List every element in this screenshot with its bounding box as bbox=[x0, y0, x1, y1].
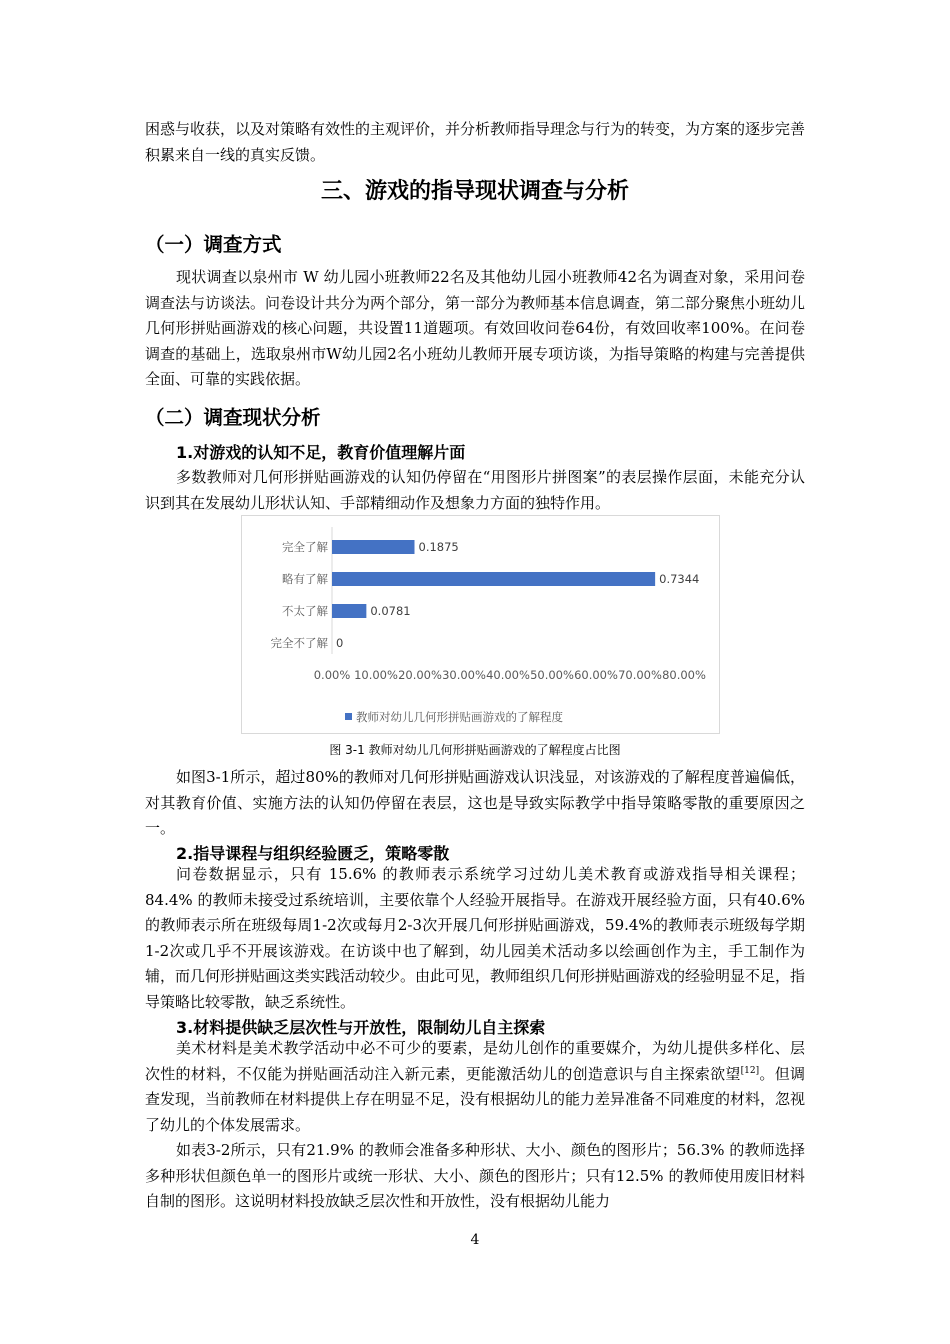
data-label: 0.0781 bbox=[370, 604, 411, 618]
subsection-heading-survey-method: （一）调查方式 bbox=[145, 233, 282, 256]
point3-paragraph-1-a: 美术材料是美术教学活动中必不可少的要素，是幼儿创作的重要媒介，为幼儿提供多样化、层次性的材料，不仅能为拼贴画活动注入新元素，更能激活幼儿的创造意识与自主探索欲望 bbox=[145, 1039, 805, 1083]
legend-swatch bbox=[345, 713, 352, 720]
data-label: 0 bbox=[336, 636, 344, 650]
section-title: 三、游戏的指导现状调查与分析 bbox=[320, 179, 629, 204]
data-label: 0.7344 bbox=[659, 572, 700, 586]
page-number: 4 bbox=[470, 1232, 480, 1248]
point1-heading: 1.对游戏的认知不足，教育价值理解片面 bbox=[176, 443, 466, 462]
bar bbox=[332, 572, 655, 586]
point3-paragraph-1-b: 。但调查发现，当前教师在材料提供上存在明显不足，没有根据幼儿的能力差异准备不同难度的材料，忽视了幼儿的个体发展需求。 bbox=[145, 1064, 806, 1134]
point2-paragraph: 问卷数据显示，只有 15.6% 的教师表示系统学习过幼儿美术教育或游戏指导相关课程；84.4% 的教师未接受过系统培训，主要依靠个人经验开展指导。在游戏开展经验方面，只有40.6%的教师表示所在班级每周1-2次或每月2-3次开展几何形拼贴画游戏，59.4%的教师表示班级每学期1-2次或几乎不开展该游戏。在访谈中也了解到，幼儿园美术活动多以绘画创作为主，手工制作为辅，而几何形拼贴画这类实践活动较少。由此可见，教师组织几何形拼贴画游戏的经验明显不足，指导策略比较零散，缺乏系统性。 bbox=[145, 865, 806, 1011]
subsection-heading-status-analysis: （二）调查现状分析 bbox=[145, 406, 321, 429]
category-label: 完全了解 bbox=[282, 540, 328, 554]
bar bbox=[332, 540, 415, 554]
legend-label: 教师对幼儿几何形拼贴画游戏的了解程度 bbox=[356, 710, 563, 724]
figure-caption-label: 图 3-1 bbox=[329, 743, 365, 757]
after-figure-paragraph: 如图3-1所示，超过80%的教师对几何形拼贴画游戏认识浅显，对该游戏的了解程度普遍偏低，对其教育价值、实施方法的认知仍停留在表层，这也是导致实际教学中指导策略零散的重要原因之一。 bbox=[145, 768, 805, 837]
citation-marker: [12] bbox=[740, 1065, 760, 1076]
bar-chart-svg bbox=[242, 516, 719, 733]
category-label: 完全不了解 bbox=[270, 636, 328, 650]
category-label: 不太了解 bbox=[282, 604, 328, 618]
x-tick-label: 20.00% bbox=[398, 668, 442, 682]
point3-heading: 3.材料提供缺乏层次性与开放性，限制幼儿自主探索 bbox=[176, 1018, 546, 1037]
x-tick-label: 60.00% bbox=[574, 668, 618, 682]
point3-paragraph-2: 如表3-2所示，只有21.9% 的教师会准备多种形状、大小、颜色的图形片；56.3% 的教师选择多种形状但颜色单一的图形片或统一形状、大小、颜色的图形片；只有12.5% 的教师使用废旧材料自制的图形。这说明材料投放缺乏层次性和开放性，没有根据幼儿能力 bbox=[145, 1141, 805, 1210]
x-tick-label: 40.00% bbox=[486, 668, 530, 682]
x-tick-label: 50.00% bbox=[530, 668, 574, 682]
point1-paragraph: 多数教师对几何形拼贴画游戏的认知仍停留在“用图形片拼图案”的表层操作层面，未能充分认识到其在发展幼儿形状认知、手部精细动作及想象力方面的独特作用。 bbox=[145, 468, 805, 512]
intro-continuation: 困惑与收获，以及对策略有效性的主观评价，并分析教师指导理念与行为的转变，为方案的逐步完善积累来自一线的真实反馈。 bbox=[145, 120, 806, 164]
point3-paragraph-1 bbox=[145, 1036, 805, 1138]
x-tick-label: 70.00% bbox=[618, 668, 662, 682]
point2-heading: 2.指导课程与组织经验匮乏，策略零散 bbox=[176, 844, 450, 863]
bar bbox=[332, 604, 366, 618]
data-label: 0.1875 bbox=[418, 540, 459, 554]
survey-method-paragraph: 现状调查以泉州市 W 幼儿园小班教师22名及其他幼儿园小班教师42名为调查对象，采用问卷调查法与访谈法。问卷设计共分为两个部分，第一部分为教师基本信息调查，第二部分聚焦小班幼儿几何形拼贴画游戏的核心问题，共设置11道题项。有效回收问卷64份，有效回收率100%。在问卷调查的基础上，选取泉州市W幼儿园2名小班幼儿教师开展专项访谈，为指导策略的构建与完善提供全面、可靠的实践依据。 bbox=[145, 268, 806, 388]
x-tick-label: 0.00% bbox=[313, 668, 351, 682]
bar-chart bbox=[241, 515, 720, 734]
figure-caption bbox=[0, 741, 950, 758]
figure-caption-text: 教师对幼儿几何形拼贴画游戏的了解程度占比图 bbox=[368, 743, 621, 757]
x-tick-label: 10.00% bbox=[354, 668, 398, 682]
category-label: 略有了解 bbox=[282, 572, 328, 586]
x-tick-label: 80.00% bbox=[662, 668, 706, 682]
x-tick-label: 30.00% bbox=[442, 668, 486, 682]
